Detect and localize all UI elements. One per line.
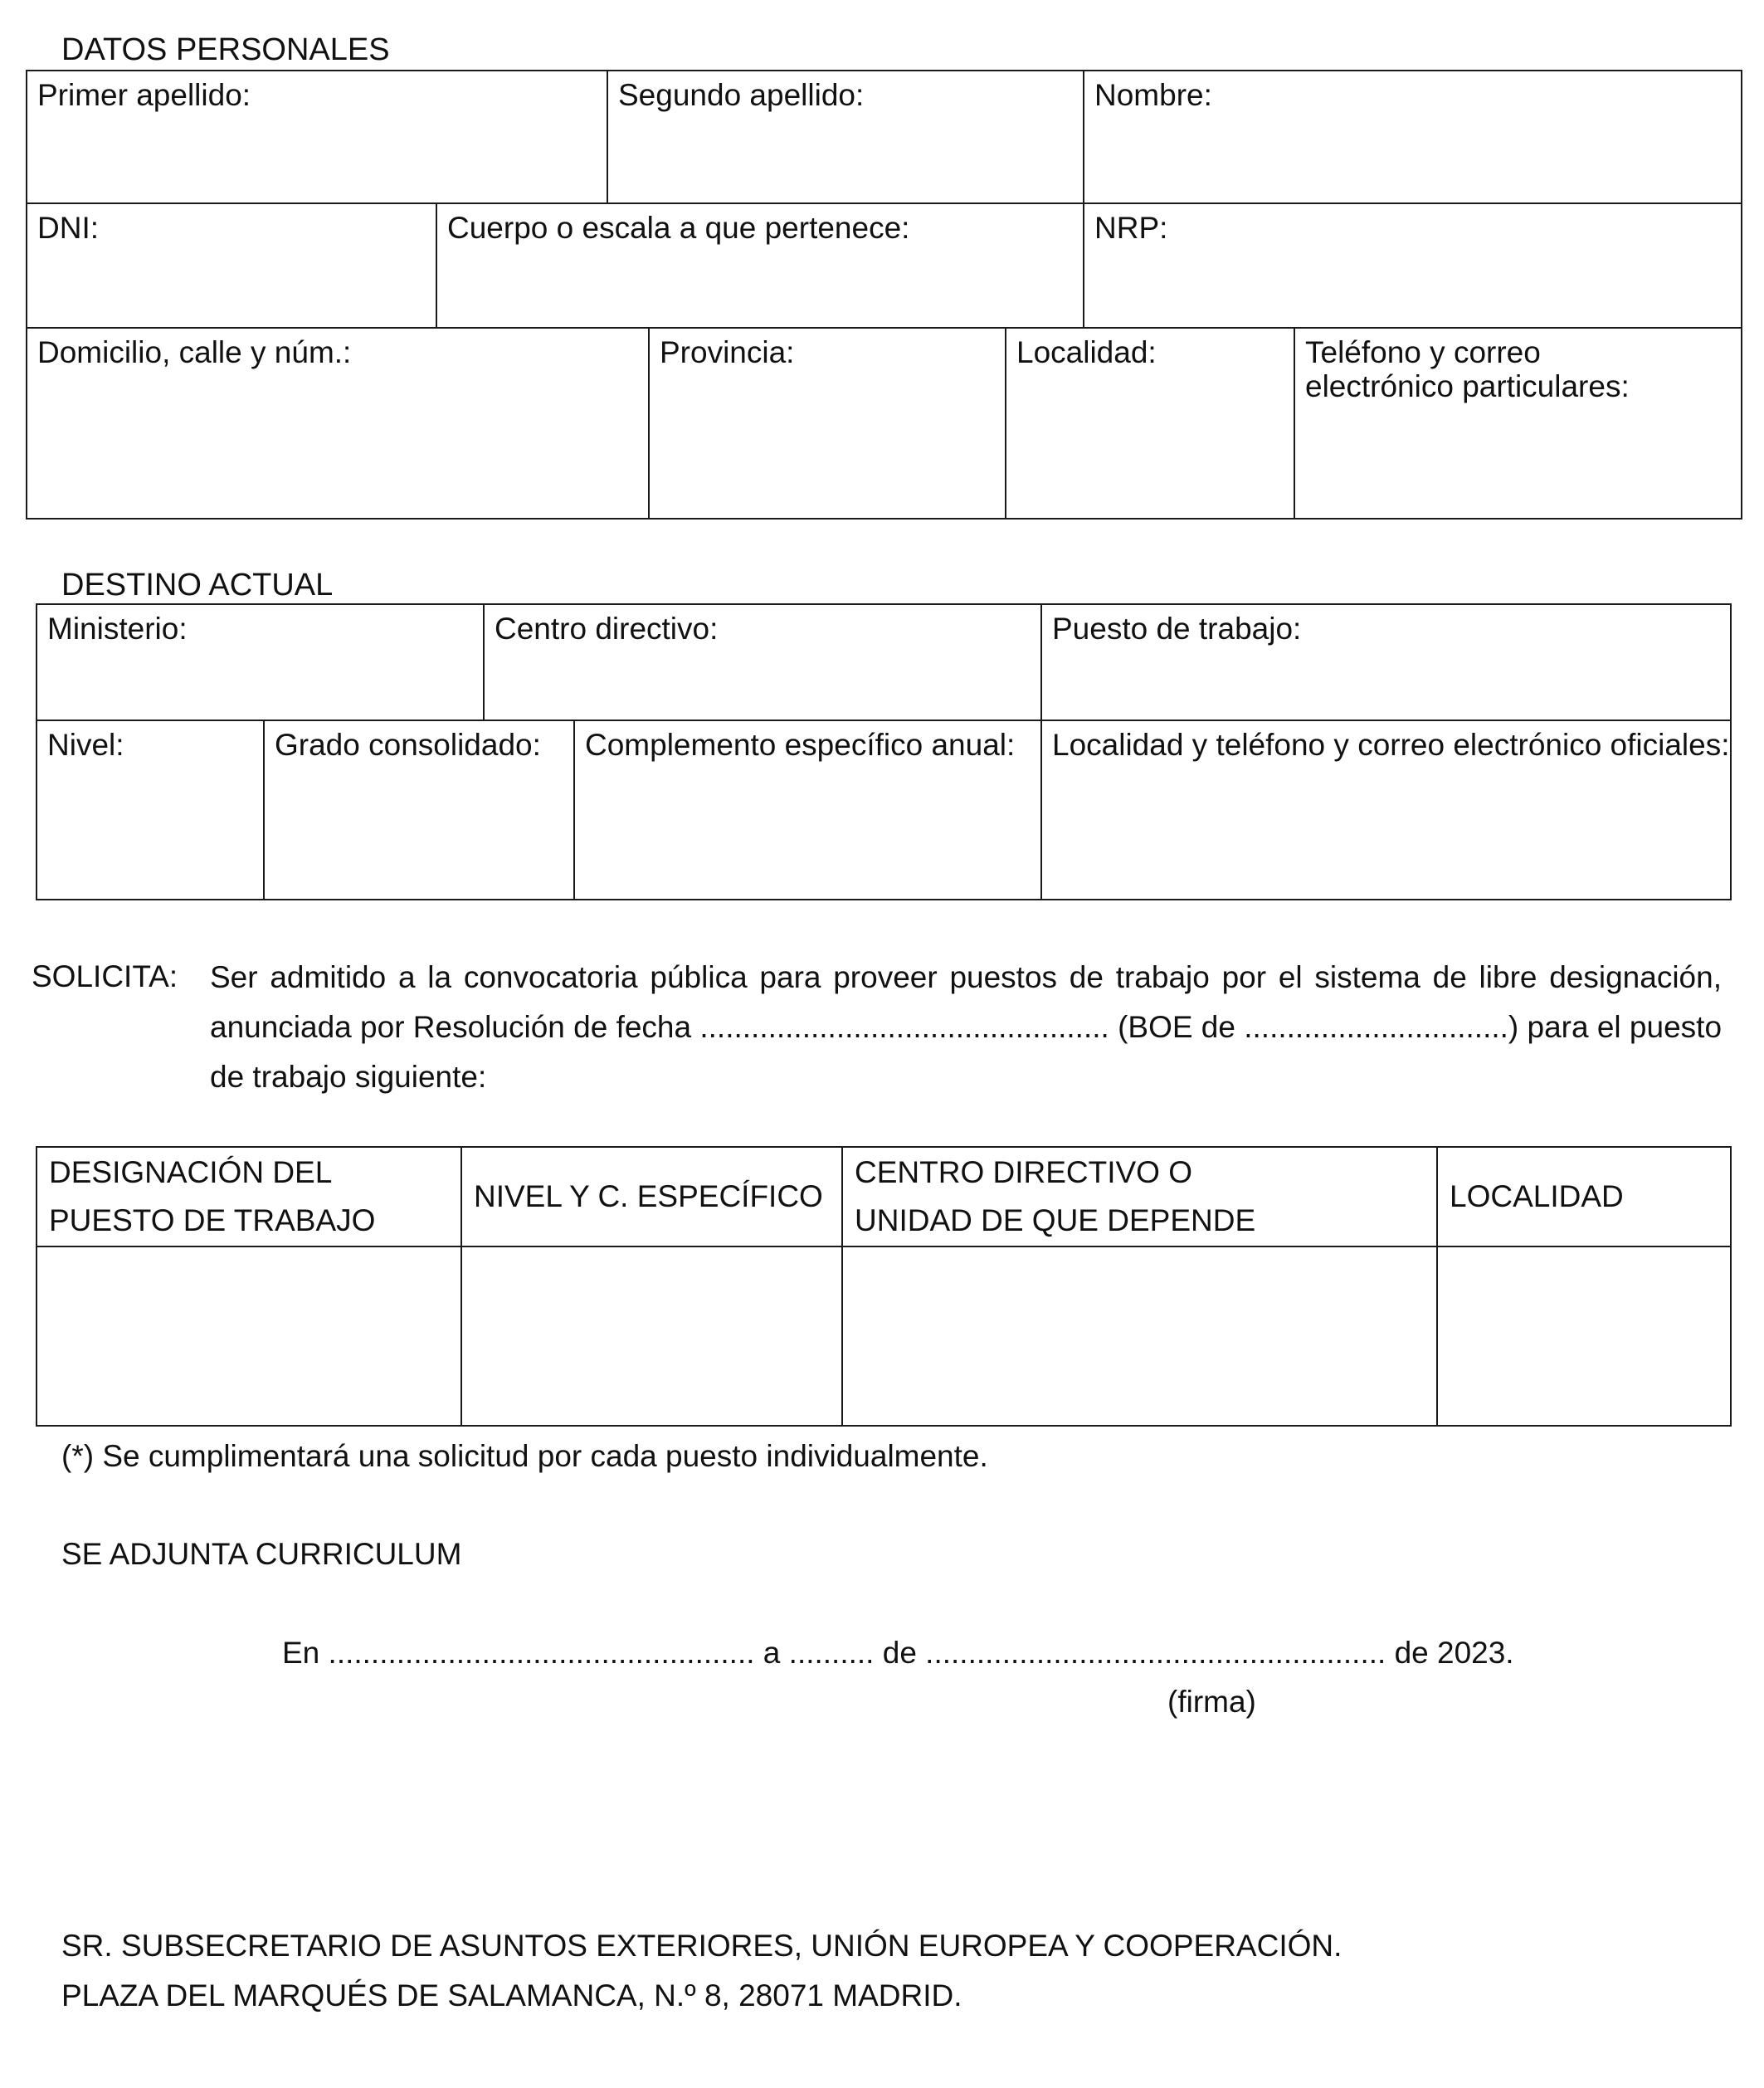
localidad-oficial-label: Localidad y teléfono y correo electrónico oficiales: bbox=[1052, 728, 1730, 762]
header-designacion-line1: DESIGNACIÓN DEL bbox=[49, 1155, 333, 1189]
destino-actual-table bbox=[36, 603, 1732, 900]
nombre-label: Nombre: bbox=[1094, 78, 1212, 112]
nivel-input-cell[interactable] bbox=[462, 1247, 841, 1425]
localidad-field[interactable] bbox=[1006, 329, 1294, 518]
nivel-field[interactable] bbox=[37, 721, 263, 899]
provincia-label: Provincia: bbox=[660, 335, 795, 369]
header-centro bbox=[843, 1148, 1436, 1246]
header-nivel bbox=[462, 1148, 841, 1246]
firma-label: (firma) bbox=[1167, 1685, 1256, 1719]
telefono-field[interactable] bbox=[1295, 329, 1740, 518]
solicita-label: SOLICITA: bbox=[32, 959, 178, 993]
localidad-input-cell[interactable] bbox=[1438, 1247, 1730, 1425]
cuerpo-field[interactable] bbox=[437, 204, 1083, 327]
grado-field[interactable] bbox=[265, 721, 573, 899]
header-localidad bbox=[1438, 1148, 1730, 1246]
complemento-label: Complemento específico anual: bbox=[585, 728, 1016, 762]
solicita-text: Ser admitido a la convocatoria pública para proveer puestos de trabajo por el sistema de libre designación, anunciada por Resolución de fecha ................................................ (BOE de ...............................) para el puesto de trabajo siguiente: bbox=[210, 960, 1723, 1094]
datos-personales-table bbox=[26, 70, 1742, 520]
centro-input-cell[interactable] bbox=[843, 1247, 1436, 1425]
header-nivel-line1: NIVEL Y C. ESPECÍFICO bbox=[474, 1179, 823, 1213]
provincia-field[interactable] bbox=[650, 329, 1005, 518]
header-designacion bbox=[37, 1148, 460, 1246]
primer-apellido-label: Primer apellido: bbox=[37, 78, 251, 112]
dni-field[interactable] bbox=[27, 204, 436, 327]
centro-directivo-field[interactable] bbox=[485, 605, 1040, 720]
datos-personales-title: DATOS PERSONALES bbox=[61, 32, 390, 67]
cuerpo-label: Cuerpo o escala a que pertenece: bbox=[447, 211, 910, 245]
localidad-oficial-field[interactable] bbox=[1042, 721, 1730, 899]
designacion-input-cell[interactable] bbox=[37, 1247, 460, 1425]
ministerio-field[interactable] bbox=[37, 605, 483, 720]
header-designacion-line2: PUESTO DE TRABAJO bbox=[49, 1203, 376, 1237]
fecha-line[interactable]: En .................................................. a .......... de ...................................................... de 2023. bbox=[282, 1636, 1514, 1670]
nrp-field[interactable] bbox=[1084, 204, 1740, 327]
nrp-label: NRP: bbox=[1094, 211, 1168, 245]
telefono-label-line2: electrónico particulares: bbox=[1305, 369, 1630, 404]
header-centro-line1: CENTRO DIRECTIVO O bbox=[855, 1155, 1193, 1189]
note-text: (*) Se cumplimentará una solicitud por cada puesto individualmente. bbox=[61, 1439, 988, 1473]
destinatario-line2: PLAZA DEL MARQUÉS DE SALAMANCA, N.º 8, 28071 MADRID. bbox=[61, 1978, 962, 2012]
nivel-label: Nivel: bbox=[47, 728, 124, 762]
domicilio-field[interactable] bbox=[27, 329, 648, 518]
nombre-field[interactable] bbox=[1084, 71, 1740, 202]
puesto-field[interactable] bbox=[1042, 605, 1730, 720]
puesto-table bbox=[36, 1146, 1732, 1427]
localidad-label: Localidad: bbox=[1016, 335, 1157, 369]
header-localidad-line1: LOCALIDAD bbox=[1450, 1179, 1624, 1213]
ministerio-label: Ministerio: bbox=[47, 612, 188, 646]
telefono-label-line1: Teléfono y correo bbox=[1305, 335, 1541, 369]
primer-apellido-field[interactable] bbox=[27, 71, 607, 202]
destino-actual-title: DESTINO ACTUAL bbox=[61, 568, 334, 602]
puesto-label: Puesto de trabajo: bbox=[1052, 612, 1302, 646]
destinatario-line1: SR. SUBSECRETARIO DE ASUNTOS EXTERIORES, UNIÓN EUROPEA Y COOPERACIÓN. bbox=[61, 1929, 1342, 1963]
header-centro-line2: UNIDAD DE QUE DEPENDE bbox=[855, 1203, 1256, 1237]
segundo-apellido-label: Segundo apellido: bbox=[618, 78, 865, 112]
grado-label: Grado consolidado: bbox=[275, 728, 541, 762]
dni-label: DNI: bbox=[37, 211, 99, 245]
centro-directivo-label: Centro directivo: bbox=[495, 612, 719, 646]
complemento-field[interactable] bbox=[575, 721, 1040, 899]
domicilio-label: Domicilio, calle y núm.: bbox=[37, 335, 352, 369]
segundo-apellido-field[interactable] bbox=[608, 71, 1083, 202]
adjunta-text: SE ADJUNTA CURRICULUM bbox=[61, 1537, 462, 1571]
